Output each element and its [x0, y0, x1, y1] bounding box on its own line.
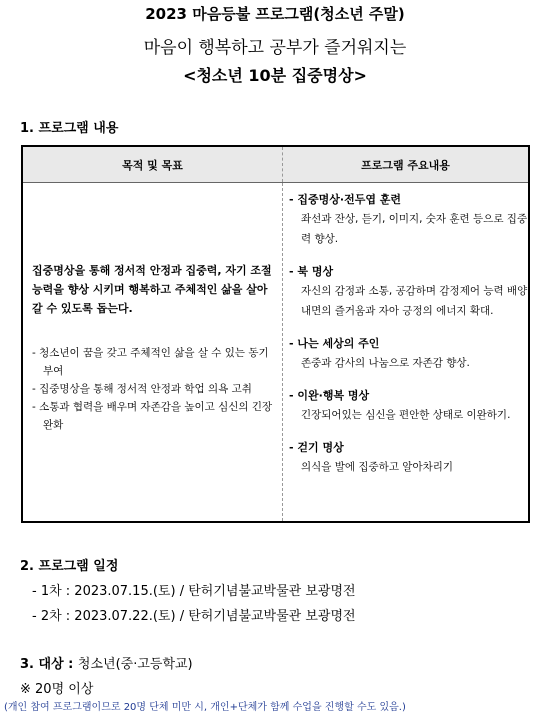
section-heading-content: 1. 프로그램 내용	[20, 121, 119, 136]
program-item	[289, 263, 528, 321]
program-desc: 긴장되어있는 심신을 편안한 상태로 이완하기.	[301, 409, 511, 421]
column-header-goals: 목적 및 목표	[22, 146, 283, 183]
section-heading-target	[20, 653, 193, 672]
program-desc: 좌선과 잔상, 듣기, 이미지, 숫자 훈련 등으로 집중력 향상.	[301, 213, 528, 245]
program-title: - 나는 세상의 주인	[289, 337, 380, 350]
doc-title: 2023 마음등불 프로그램(청소년 주말)	[145, 5, 405, 23]
goal-bullets	[32, 344, 280, 434]
program-name: <청소년 10분 집중명상>	[183, 66, 367, 85]
goals-cell	[22, 183, 283, 523]
section-heading-schedule: 2. 프로그램 일정	[20, 559, 119, 574]
schedule-item: - 2차 : 2023.07.22.(토) / 탄허기념불교박물관 보광명전	[32, 609, 356, 624]
goal-bullet: - 청소년이 꿈을 갖고 주체적인 삶을 살 수 있는 동기 부여	[32, 347, 269, 377]
program-title: - 이완·행복 명상	[289, 389, 370, 402]
column-header-content: 프로그램 주요내용	[283, 146, 530, 183]
target-value: 청소년(중·고등학교)	[77, 657, 193, 672]
program-title: - 걷기 명상	[289, 441, 344, 454]
participant-count: ※ 20명 이상	[20, 682, 94, 697]
program-desc: 존중과 감사의 나눔으로 자존감 향상.	[301, 357, 470, 369]
program-desc: 자신의 감정과 소통, 공감하며 감정제어 능력 배양 내면의 즐거움과 자아 긍정의 에너지 확대.	[301, 285, 528, 317]
program-desc: 의식을 발에 집중하고 알아차리기	[301, 461, 454, 473]
program-title: - 집중명상·전두엽 훈련	[289, 193, 402, 206]
goal-bullet: - 소통과 협력을 배우며 자존감을 높이고 심신의 긴장 완화	[32, 401, 273, 431]
program-item	[289, 439, 528, 477]
doc-subtitle: 마음이 행복하고 공부가 즐거워지는	[143, 38, 407, 58]
target-label: 3. 대상 :	[20, 657, 74, 672]
program-table	[21, 145, 530, 523]
schedule-item: - 1차 : 2023.07.15.(토) / 탄허기념불교박물관 보광명전	[32, 584, 356, 599]
program-item	[289, 387, 528, 425]
program-title: - 북 명상	[289, 265, 334, 278]
goal-statement: 집중명상을 통해 정서적 안정과 집중력, 자기 조절 능력을 향상 시키며 행복하고 주체적인 삶을 살아갈 수 있도록 돕는다.	[32, 264, 272, 315]
program-item	[289, 191, 528, 249]
participation-note: (개인 참여 프로그램이므로 20명 단체 미만 시, 개인+단체가 함께 수업을 진행할 수도 있음.)	[4, 702, 406, 713]
program-content-cell	[283, 183, 530, 523]
program-item	[289, 335, 528, 373]
goal-bullet: - 집중명상을 통해 정서적 안정과 학업 의욕 고취	[32, 383, 252, 395]
